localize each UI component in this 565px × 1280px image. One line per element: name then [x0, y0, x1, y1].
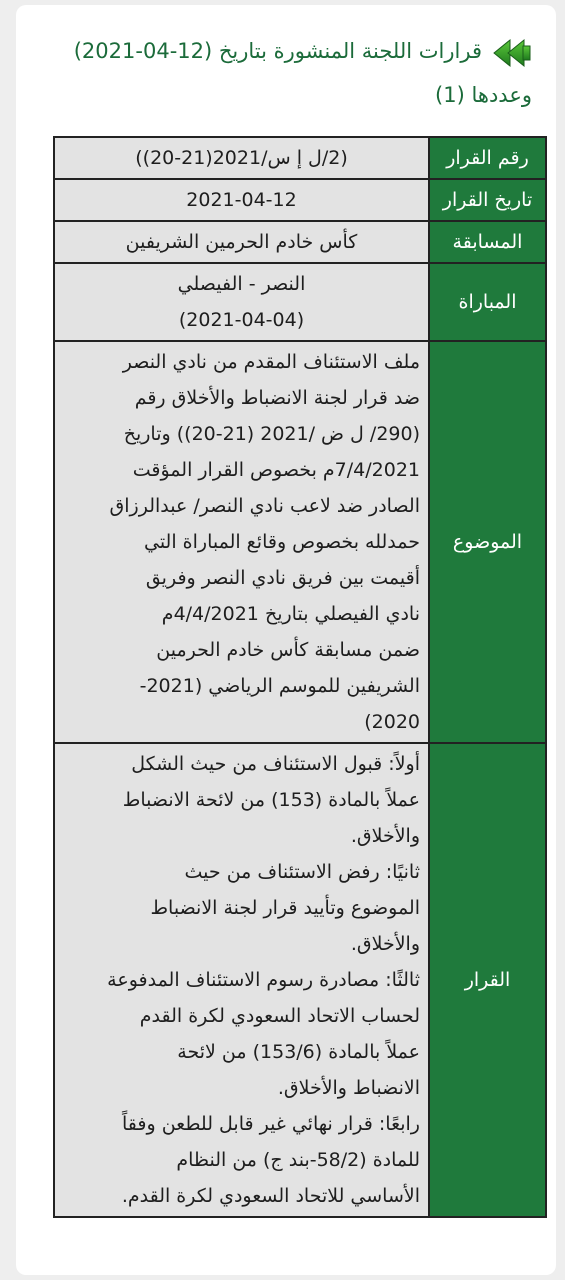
decision-number-label: رقم القرار	[429, 137, 546, 179]
text-line: نادي الفيصلي بتاريخ 4/4/2021م	[161, 603, 420, 625]
text-line: النصر - الفيصلي	[177, 273, 306, 295]
text-line: الانضباط والأخلاق.	[277, 1077, 420, 1099]
table-row-subject	[54, 341, 546, 743]
text-line: رابعًا: قرار نهائي غير قابل للطعن وفقاً	[122, 1113, 420, 1135]
text-line: كأس خادم الحرمين الشريفين	[125, 231, 358, 253]
header-title-line1: قرارات اللجنة المنشورة بتاريخ (12-04-2021)	[73, 39, 482, 63]
table-row-match	[54, 263, 546, 341]
table-row-decision	[54, 743, 546, 1217]
match-label: المباراة	[429, 263, 546, 341]
decision-number-value	[54, 137, 429, 179]
table-row-decision-date	[54, 179, 546, 221]
header-title-line2: وعددها (1)	[435, 83, 532, 107]
text-line: أولاً: قبول الاستئناف من حيث الشكل	[131, 753, 420, 775]
subject-value	[54, 341, 429, 743]
double-arrow-left-icon[interactable]	[492, 37, 532, 69]
text-line: والأخلاق.	[350, 825, 420, 847]
text-line: الموضوع وتأييد قرار لجنة الانضباط	[150, 897, 420, 919]
table-row-decision-number	[54, 137, 546, 179]
decision-card	[16, 5, 556, 1275]
text-line: (2/ل إ س/2021(21-20))	[135, 147, 348, 169]
competition-label: المسابقة	[429, 221, 546, 263]
text-line: الصادر ضد لاعب نادي النصر/ عبدالرزاق	[109, 495, 420, 517]
competition-value	[54, 221, 429, 263]
text-line: عملاً بالمادة (153/6) من لائحة	[177, 1041, 420, 1063]
text-line: (2021-04-04)	[178, 309, 305, 331]
text-line: أقيمت بين فريق نادي النصر وفريق	[145, 567, 420, 589]
decision-label: القرار	[429, 743, 546, 1217]
text-line: 2020)	[364, 711, 420, 733]
text-line: 7/4/2021م بخصوص القرار المؤقت	[132, 459, 420, 481]
text-line: (290/ ل ض /2021 (21-20)) وتاريخ	[123, 423, 420, 445]
subject-label: الموضوع	[429, 341, 546, 743]
text-line: ضمن مسابقة كأس خادم الحرمين	[156, 639, 420, 661]
text-line: ثالثًا: مصادرة رسوم الاستئناف المدفوعة	[107, 969, 420, 991]
text-line: حمدلله بخصوص وقائع المباراة التي	[143, 531, 420, 553]
decision-date-label: تاريخ القرار	[429, 179, 546, 221]
decision-table	[53, 136, 547, 1218]
decision-value	[54, 743, 429, 1217]
text-line: لحساب الاتحاد السعودي لكرة القدم	[139, 1005, 420, 1027]
text-line: عملاً بالمادة (153) من لائحة الانضباط	[122, 789, 420, 811]
text-line: الشريفين للموسم الرياضي (2021-	[139, 675, 420, 697]
text-line: والأخلاق.	[350, 933, 420, 955]
text-line: ملف الاستئناف المقدم من نادي النصر	[122, 351, 420, 373]
decisions-header	[52, 29, 532, 117]
text-line: ثانيًا: رفض الاستئناف من حيث	[184, 861, 420, 883]
text-line: 2021-04-12	[186, 189, 297, 211]
text-line: الأساسي للاتحاد السعودي لكرة القدم.	[121, 1185, 420, 1207]
text-line: للمادة (58/2-بند ج) من النظام	[176, 1149, 420, 1171]
decision-date-value	[54, 179, 429, 221]
match-value	[54, 263, 429, 341]
table-row-competition	[54, 221, 546, 263]
text-line: ضد قرار لجنة الانضباط والأخلاق رقم	[134, 387, 420, 409]
